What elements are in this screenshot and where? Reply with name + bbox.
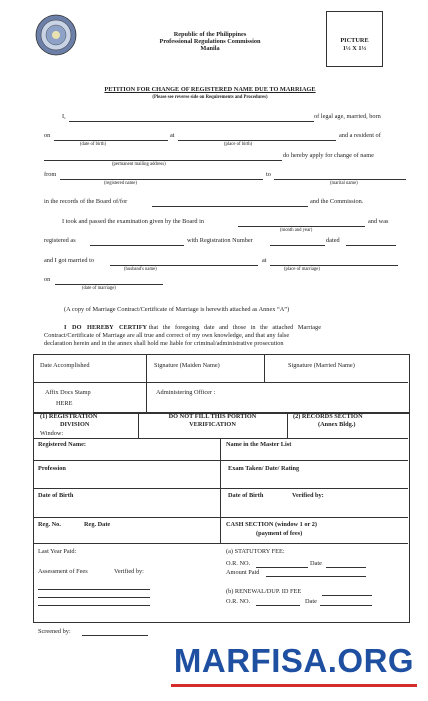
fee-line-3[interactable]	[38, 605, 150, 606]
amount-paid-label: Amount Paid	[226, 569, 260, 576]
label-on: on	[44, 132, 51, 139]
master-list-field[interactable]: Name in the Master List	[226, 441, 292, 448]
affix-here: HERE	[56, 400, 73, 407]
statutory-fee: (a) STATUTORY FEE:	[226, 548, 285, 555]
records-section: (2) RECORDS SECTION	[293, 413, 363, 420]
place-of-marriage-line[interactable]	[270, 265, 398, 266]
date-label: Date	[310, 560, 322, 567]
label-registered-as: registered as	[44, 237, 76, 244]
cash-payment: (payment of fees)	[256, 530, 303, 537]
registered-as-line[interactable]	[90, 245, 184, 246]
caption-marital-name: (marital name)	[330, 181, 358, 186]
caption-place-marriage: (place of marriage)	[284, 267, 320, 272]
or-no-line-2[interactable]	[256, 605, 300, 606]
cash-section: CASH SECTION (window 1 or 2)	[226, 521, 318, 528]
reg-division-1: (1) REGISTRATION	[40, 413, 98, 420]
caption-registered-name: (registered name)	[104, 181, 137, 186]
reg-date-field[interactable]: Reg. Date	[84, 521, 111, 528]
renewal-fee: (b) RENEWAL/DUP. ID FEE	[226, 588, 302, 595]
verified-by-2[interactable]: Verified by:	[114, 568, 144, 575]
certify-rest: that the foregoing date and those in the attached Marriage	[148, 324, 321, 331]
header-republic: Republic of the Philippines	[173, 31, 247, 38]
office-row-line-2	[33, 460, 408, 461]
verification: VERIFICATION	[189, 421, 236, 428]
full-name-line[interactable]	[69, 121, 314, 122]
signature-divider	[33, 382, 408, 383]
registered-name-field[interactable]: Registered Name:	[38, 441, 86, 448]
profession-field[interactable]: Profession	[38, 465, 66, 472]
date-accomplished[interactable]: Date Accomplished	[40, 362, 90, 369]
fee-line-2[interactable]	[38, 597, 150, 598]
husband-name-line[interactable]	[110, 265, 258, 266]
administering-officer[interactable]: Administering Officer :	[156, 389, 216, 396]
label-records-board: in the records of the Board of/for	[44, 198, 128, 205]
signature-maiden[interactable]: Signature (Maiden Name)	[154, 362, 220, 369]
do-not-fill: DO NOT FILL THIS PORTION	[168, 413, 257, 420]
registered-name-line[interactable]	[60, 179, 263, 180]
annex-note: (A copy of Marriage Contract/Certificate of Marriage is herewith attached as Annex “A”)	[64, 306, 290, 313]
label-hereby-apply: do hereby apply for change of name	[283, 152, 374, 159]
header-prc: Professional Regulations Commission	[159, 38, 261, 45]
header-manila: Manila	[200, 45, 220, 52]
office-mid-divider	[220, 438, 221, 543]
caption-date-marriage: (date of marriage)	[82, 286, 116, 291]
or-no-label-2: O.R. NO.	[226, 598, 251, 605]
caption-month-year: (month and year)	[280, 228, 313, 233]
office-row-line-4	[33, 517, 408, 518]
label-got-married: and I got married to	[44, 257, 95, 264]
caption-address: (permanent mailing address)	[112, 162, 166, 167]
label-and-commission: and the Commission.	[310, 198, 364, 205]
date-line[interactable]	[326, 567, 366, 568]
exam-taken-field[interactable]: Exam Taken/ Date/ Rating	[228, 465, 300, 472]
label-legal-age: of legal age, married, born	[314, 113, 381, 120]
reg-number-line[interactable]	[270, 245, 325, 246]
date-label-2: Date	[305, 598, 317, 605]
address-line[interactable]	[44, 160, 282, 161]
assessment-of-fees: Assessment of Fees	[38, 568, 88, 575]
picture-title: PICTURE	[340, 37, 369, 44]
date-of-marriage-line[interactable]	[55, 284, 163, 285]
label-dated: dated	[326, 237, 340, 244]
caption-pob: (place of birth)	[224, 142, 253, 147]
label-and-was: and was	[368, 218, 389, 225]
screened-by: Screened by:	[38, 628, 71, 635]
label-from: from	[44, 171, 57, 178]
signature-married[interactable]: Signature (Married Name)	[288, 362, 355, 369]
amount-paid-line[interactable]	[266, 576, 366, 577]
marital-name-line[interactable]	[274, 179, 406, 180]
label-at: at	[170, 132, 175, 139]
certify-line-3: declaration herein and in the annex shall hold me liable for criminal/administrative prosecution	[44, 340, 284, 347]
records-annex: (Annex Bldg.)	[318, 421, 356, 428]
label-took-exam: I took and passed the examination given by the Board in	[62, 218, 204, 225]
date-of-birth-line[interactable]	[54, 140, 168, 141]
label-with-reg-number: with Registration Number	[187, 237, 253, 244]
exam-month-line[interactable]	[238, 226, 365, 227]
last-year-paid[interactable]: Last Year Paid:	[38, 548, 77, 555]
label-to: to	[266, 171, 271, 178]
reg-division-2: DIVISION	[60, 421, 90, 428]
watermark-underline	[171, 684, 417, 687]
label-on-2: on	[44, 276, 51, 283]
certify-bold: I DO HEREBY CERTIFY	[64, 324, 148, 331]
window-label: Window:	[40, 430, 64, 437]
office-row-line-3	[33, 488, 408, 489]
renewal-line[interactable]	[322, 595, 372, 596]
form-title: PETITION FOR CHANGE OF REGISTERED NAME DUE TO MARRIAGE	[104, 86, 316, 93]
certify-line-1	[64, 324, 396, 331]
verified-by-field[interactable]: Verified by:	[292, 492, 324, 499]
office-divider-b	[287, 412, 288, 438]
or-no-label: O.R. NO.	[226, 560, 251, 567]
signature-col-divider-1	[146, 354, 147, 412]
caption-husband: (husband's name)	[124, 267, 157, 272]
reg-no-field[interactable]: Reg. No.	[38, 521, 61, 528]
or-no-line[interactable]	[256, 567, 308, 568]
label-at-2: at	[262, 257, 267, 264]
affix-stamp: Affix Docs Stamp	[45, 389, 91, 396]
certify-line-2: Contract/Certificate of Marriage are all true and correct of my own knowledge, and that any false	[44, 332, 290, 339]
date-line-2[interactable]	[320, 605, 372, 606]
label-resident: and a resident of	[339, 132, 381, 139]
prc-seal-logo	[35, 14, 77, 56]
place-of-birth-line[interactable]	[178, 140, 336, 141]
picture-box	[326, 11, 383, 67]
caption-dob: (date of birth)	[80, 142, 107, 147]
picture-size: 1½ X 1½	[342, 45, 367, 52]
dob-field-2[interactable]: Date of Birth	[228, 492, 264, 499]
dob-field[interactable]: Date of Birth	[38, 492, 74, 499]
form-subtitle: (Please see reverse side on Requirements and Procedures)	[152, 95, 268, 100]
dated-line[interactable]	[346, 245, 396, 246]
screened-by-line[interactable]	[82, 635, 148, 636]
marfisa-watermark: MARFISA.ORG	[173, 642, 415, 679]
label-i: I,	[62, 113, 66, 120]
office-row-line-5	[33, 543, 408, 544]
fee-line-1[interactable]	[38, 589, 150, 590]
signature-col-divider-2	[264, 354, 265, 382]
board-line[interactable]	[152, 206, 308, 207]
